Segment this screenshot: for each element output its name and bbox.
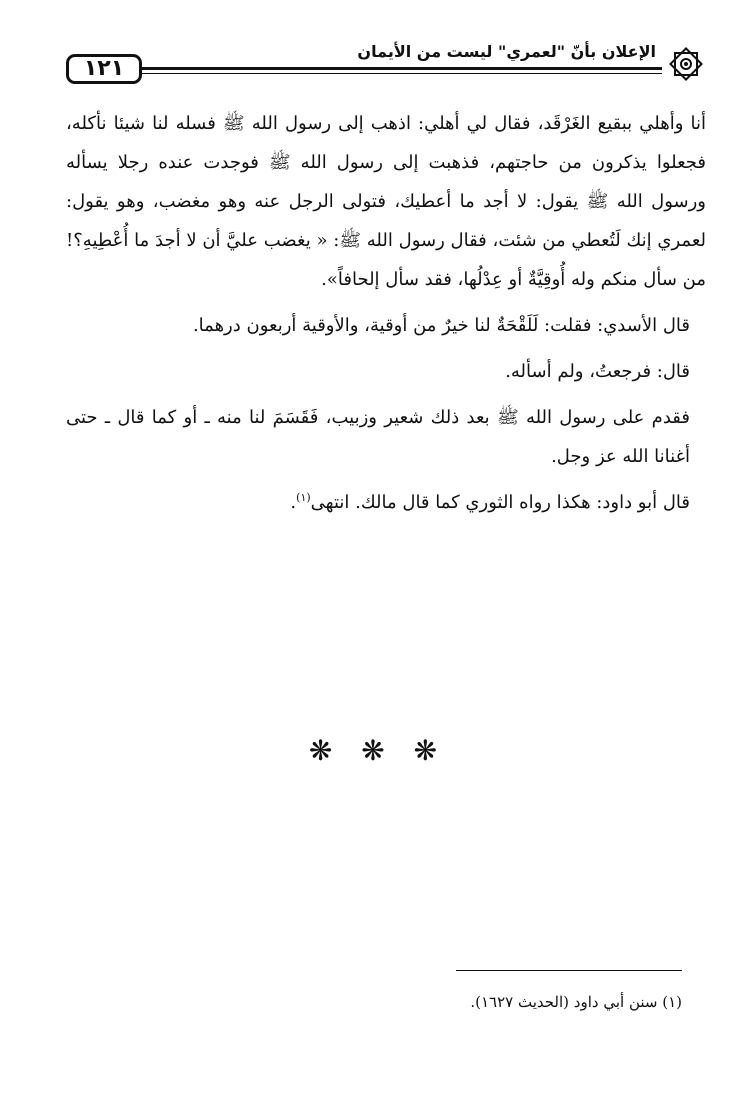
paragraph-abu-dawud: [66, 483, 706, 522]
page-number: ١٢١: [66, 54, 142, 84]
abu-dawud-text: قال أبو داود: هكذا رواه الثوري كما قال مالك. انتهى: [310, 492, 690, 513]
header-rule: [142, 67, 662, 70]
page-header: [66, 40, 706, 90]
paragraph-hadith: أنا وأهلي ببقيع الغَرْقَد، فقال لي أهلي: اذهب إلى رسول الله ﷺ فسله لنا شيئا نأكله، فجعلوا يذكرون من حاجتهم، فذهبت إلى رسول الله ﷺ فوجدت عنده رجلا يسأله ورسول الله ﷺ يقول: لا أجد ما أعطيك، فتولى الرجل عنه وهو مغضب، وهو يقول: لعمري إنك لَتُعطي من شئت، فقال رسول الله ﷺ: « يغضب عليَّ أن لا أجدَ ما أُعْطِيهِ؟! من سأل منكم وله أُوقِيَّةٌ أو عِدْلُها، فقد سأل إلحافاً».: [66, 113, 706, 290]
running-title: الإعلان بأنّ "لعمري" ليست من الأيمان: [351, 40, 662, 64]
paragraph-returned: قال: فرجعتُ، ولم أسأله.: [505, 361, 690, 382]
footnote-reference: (١): [296, 491, 311, 504]
paragraph-distribution: فقدم على رسول الله ﷺ بعد ذلك شعير وزبيب، فَقَسَمَ لنا منه ـ أو كما قال ـ حتى أغنانا الله عز وجل.: [66, 407, 690, 467]
paragraph-asadi: قال الأسدي: فقلت: لَلَقْحَةٌ لنا خيرٌ من أوقية، والأوقية أربعون درهما.: [192, 315, 690, 336]
paragraph-end-mark: .: [290, 492, 297, 513]
footnote-rule: [456, 970, 682, 971]
section-separator: ❋ ❋ ❋: [308, 734, 448, 767]
octagram-ornament-icon: [666, 44, 706, 84]
header-rule-thin: [142, 73, 662, 74]
footnote: (١) سنن أبي داود (الحديث ١٦٢٧).: [470, 993, 682, 1011]
main-text: [66, 104, 706, 529]
